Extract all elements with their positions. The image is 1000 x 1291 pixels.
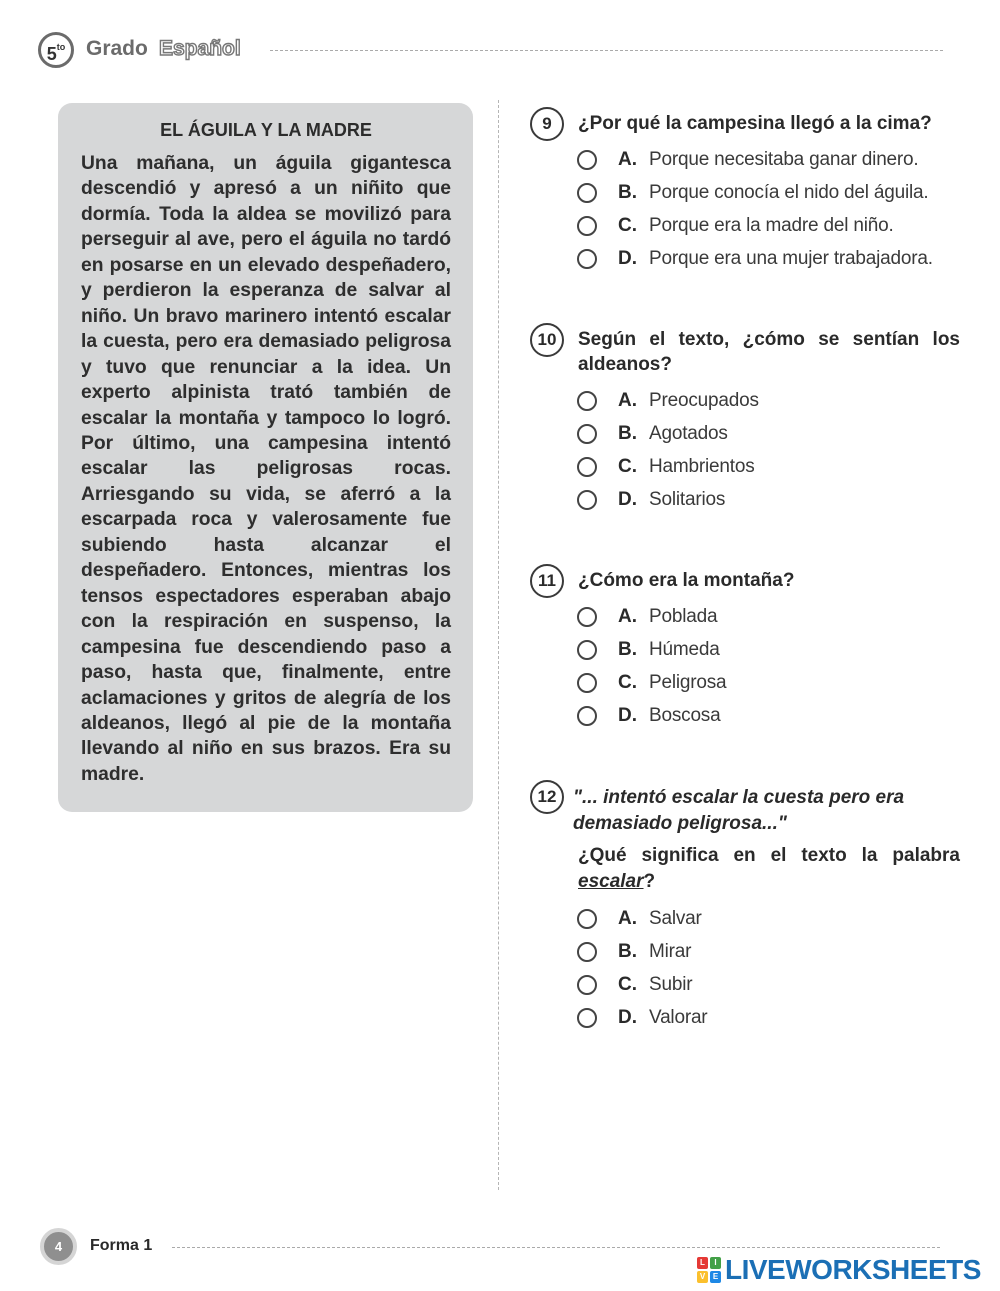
option-text: Agotados bbox=[649, 422, 728, 444]
brand-name: LIVEWORKSHEETS bbox=[725, 1254, 981, 1285]
option-b[interactable] bbox=[577, 176, 960, 209]
option-b[interactable] bbox=[577, 633, 960, 666]
question-text: ¿Cómo era la montaña? bbox=[578, 570, 795, 591]
radio-button[interactable] bbox=[577, 249, 597, 269]
option-text: Boscosa bbox=[649, 704, 721, 726]
radio-button[interactable] bbox=[577, 942, 597, 962]
form-label: Forma 1 bbox=[90, 1237, 153, 1254]
option-letter: B. bbox=[618, 181, 637, 203]
option-letter: B. bbox=[618, 638, 637, 660]
option-text: Salvar bbox=[649, 907, 702, 929]
option-a[interactable] bbox=[577, 143, 960, 176]
options-list bbox=[577, 384, 960, 516]
radio-button[interactable] bbox=[577, 216, 597, 236]
option-text: Valorar bbox=[649, 1006, 708, 1028]
option-a[interactable] bbox=[577, 902, 960, 935]
option-text: Hambrientos bbox=[649, 455, 755, 477]
option-letter: C. bbox=[618, 455, 637, 477]
radio-button[interactable] bbox=[577, 640, 597, 660]
option-letter: B. bbox=[618, 422, 637, 444]
option-c[interactable] bbox=[577, 666, 960, 699]
option-a[interactable] bbox=[577, 600, 960, 633]
radio-button[interactable] bbox=[577, 975, 597, 995]
subject-label: Español bbox=[159, 37, 241, 60]
option-letter: C. bbox=[618, 973, 637, 995]
option-c[interactable] bbox=[577, 209, 960, 242]
header-divider bbox=[270, 50, 943, 51]
option-text: Húmeda bbox=[649, 638, 720, 660]
options-list bbox=[577, 143, 960, 275]
options-list bbox=[577, 600, 960, 732]
option-text: Porque era la madre del niño. bbox=[649, 214, 894, 236]
option-letter: D. bbox=[618, 488, 637, 510]
option-c[interactable] bbox=[577, 450, 960, 483]
option-d[interactable] bbox=[577, 242, 960, 275]
radio-button[interactable] bbox=[577, 150, 597, 170]
option-text: Porque necesitaba ganar dinero. bbox=[649, 148, 919, 170]
option-text: Poblada bbox=[649, 605, 718, 627]
option-text: Porque era una mujer trabajadora. bbox=[649, 247, 933, 269]
question-11 bbox=[530, 564, 960, 732]
options-list bbox=[577, 902, 960, 1034]
option-b[interactable] bbox=[577, 417, 960, 450]
option-letter: B. bbox=[618, 940, 637, 962]
option-text: Solitarios bbox=[649, 488, 726, 510]
option-c[interactable] bbox=[577, 968, 960, 1001]
question-number-badge: 12 bbox=[530, 780, 564, 814]
question-10 bbox=[530, 323, 960, 516]
radio-button[interactable] bbox=[577, 909, 597, 929]
logo-block: L bbox=[697, 1257, 708, 1269]
passage-text: Una mañana, un águila gigantesca descendió y apresó a un niñito que dormía. Toda la aldea se movilizó para perseguir al ave, pero el águila no tardó en posarse en un elevado despeñadero, y perdieron la esperanza de salvar al niño. Un bravo marinero intentó escalar la cuesta, pero era demasiado peligrosa y tuvo que renunciar a la idea. Un experto alpinista trató también de escalar la montaña y tampoco lo logró. Por último, una campesina intentó escalar las peligrosas rocas. Arriesgando su vida, se aferró a la escarpada roca y valerosamente fue subiendo hasta alcanzar el despeñadero. Entonces, mientras los tensos espectadores esperaban abajo con la respiración en suspenso, la campesina fue descendiendo paso a paso, hasta que, finalmente, entre aclamaciones y gritos de alegría de los aldeanos, llegó al pie de la montaña llevando al niño en sus brazos. Era su madre. bbox=[81, 153, 451, 785]
grade-label: Grado bbox=[86, 37, 148, 60]
footer-divider bbox=[172, 1247, 940, 1248]
radio-button[interactable] bbox=[577, 457, 597, 477]
radio-button[interactable] bbox=[577, 1008, 597, 1028]
option-letter: D. bbox=[618, 1006, 637, 1028]
option-letter: A. bbox=[618, 389, 637, 411]
grade-badge bbox=[38, 32, 74, 68]
option-letter: D. bbox=[618, 247, 637, 269]
option-letter: A. bbox=[618, 907, 637, 929]
column-divider bbox=[498, 100, 499, 1190]
page-header bbox=[38, 30, 943, 74]
logo-block: E bbox=[710, 1271, 721, 1283]
radio-button[interactable] bbox=[577, 673, 597, 693]
option-text: Peligrosa bbox=[649, 671, 727, 693]
radio-button[interactable] bbox=[577, 424, 597, 444]
grade-suffix: to bbox=[56, 42, 66, 52]
option-letter: A. bbox=[618, 148, 637, 170]
logo-block: V bbox=[697, 1271, 708, 1283]
radio-button[interactable] bbox=[577, 706, 597, 726]
question-text-start: ¿Qué significa en el texto la palabra bbox=[578, 845, 960, 866]
radio-button[interactable] bbox=[577, 391, 597, 411]
option-text: Mirar bbox=[649, 940, 692, 962]
question-12 bbox=[530, 780, 960, 1034]
logo-block: I bbox=[710, 1257, 721, 1269]
option-letter: C. bbox=[618, 671, 637, 693]
question-text: Según el texto, ¿cómo se sentían los aldeanos? bbox=[578, 329, 960, 375]
grade-number: 5 bbox=[46, 44, 57, 64]
question-number-badge: 11 bbox=[530, 564, 564, 598]
radio-button[interactable] bbox=[577, 490, 597, 510]
option-d[interactable] bbox=[577, 1001, 960, 1034]
question-text-end: ? bbox=[643, 871, 656, 892]
option-b[interactable] bbox=[577, 935, 960, 968]
radio-button[interactable] bbox=[577, 607, 597, 627]
question-number-badge: 10 bbox=[530, 323, 564, 357]
option-d[interactable] bbox=[577, 699, 960, 732]
option-a[interactable] bbox=[577, 384, 960, 417]
option-text: Porque conocía el nido del águila. bbox=[649, 181, 929, 203]
option-letter: A. bbox=[618, 605, 637, 627]
question-9 bbox=[530, 107, 960, 275]
radio-button[interactable] bbox=[577, 183, 597, 203]
question-quote: "... intentó escalar la cuesta pero era demasiado peligrosa..." bbox=[573, 787, 905, 834]
page-number-badge: 4 bbox=[40, 1228, 77, 1265]
question-text bbox=[578, 843, 960, 895]
option-text: Subir bbox=[649, 973, 693, 995]
question-text: ¿Por qué la campesina llegó a la cima? bbox=[578, 113, 932, 134]
option-letter: D. bbox=[618, 704, 637, 726]
option-d[interactable] bbox=[577, 483, 960, 516]
option-text: Preocupados bbox=[649, 389, 759, 411]
question-number-badge: 9 bbox=[530, 107, 564, 141]
question-keyword: escalar bbox=[578, 871, 644, 892]
reading-passage bbox=[58, 103, 473, 812]
passage-title: EL ÁGUILA Y LA MADRE bbox=[160, 120, 372, 140]
logo-blocks-icon bbox=[697, 1257, 721, 1283]
liveworksheets-logo bbox=[697, 1254, 981, 1286]
option-letter: C. bbox=[618, 214, 637, 236]
